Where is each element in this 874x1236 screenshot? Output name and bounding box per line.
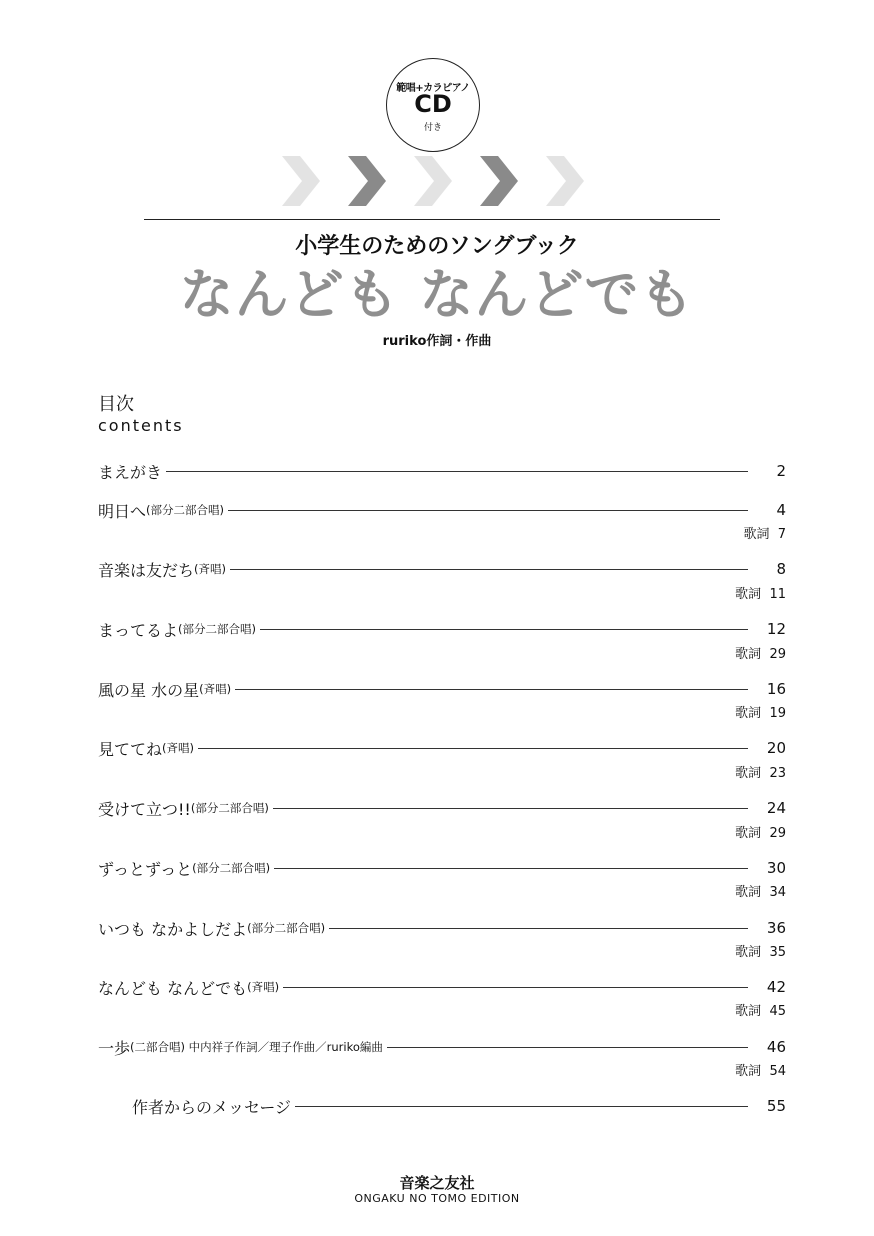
toc-entry-page: 36	[766, 919, 786, 937]
toc-entry-preface[interactable]	[98, 459, 786, 483]
toc-entry-title: いつも なかよしだよ	[98, 919, 248, 939]
toc-entry-itsumo-nakayoshi[interactable]	[98, 916, 786, 940]
toc-entry-title: まえがき	[98, 462, 163, 482]
publisher-name: 音楽之友社	[399, 1174, 475, 1192]
chevron-right-icon	[546, 156, 584, 206]
toc-entry-title: ずっとずっと	[98, 859, 193, 879]
leader-line	[283, 987, 748, 988]
lyric-label: 歌詞	[735, 587, 762, 602]
toc-entry-note: (斉唱)	[194, 562, 226, 576]
toc-entry-note: (斉唱)	[199, 682, 232, 696]
toc-entry-ippo[interactable]	[98, 1035, 786, 1059]
lyric-page: 34	[769, 885, 786, 900]
toc-entry-kaze-no-hoshi[interactable]	[98, 677, 786, 701]
toc-entry-zutto-zutto[interactable]	[98, 856, 786, 880]
toc-heading: 目次	[98, 394, 134, 415]
toc-entry-note: (部分二部合唱)	[178, 622, 256, 636]
toc-entry-title: まってるよ	[98, 620, 179, 640]
toc-entry-title: なんども なんどでも	[98, 978, 248, 998]
toc-entry-title: 風の星 水の星	[98, 680, 200, 700]
toc-entry-title: 受けて立つ!!	[98, 799, 191, 819]
lyric-page: 11	[769, 587, 786, 602]
cd-badge	[386, 58, 480, 152]
lyric-label: 歌詞	[743, 527, 770, 542]
lyric-ref	[735, 881, 786, 900]
lyric-label: 歌詞	[735, 647, 762, 662]
lyric-label: 歌詞	[735, 766, 762, 781]
book-subtitle: 小学生のためのソングブック	[295, 234, 579, 259]
lyric-page: 54	[769, 1064, 786, 1079]
toc-entry-note: (部分二部合唱)	[146, 503, 224, 517]
toc-entry-ukete-tatsu[interactable]	[98, 796, 786, 820]
toc-entry-page: 24	[766, 799, 786, 817]
leader-line	[387, 1047, 748, 1048]
lyric-label: 歌詞	[735, 885, 762, 900]
toc-entry-mitete-ne[interactable]	[98, 736, 786, 760]
toc-entry-page: 2	[776, 462, 786, 480]
lyric-ref	[735, 643, 786, 662]
lyric-page: 45	[769, 1004, 786, 1019]
chevron-row-graphic	[270, 152, 600, 210]
leader-line	[274, 868, 748, 869]
lyric-page: 29	[769, 826, 786, 841]
title-rule	[144, 219, 720, 220]
lyric-label: 歌詞	[735, 826, 762, 841]
lyric-ref	[735, 702, 786, 721]
toc-entry-ashita-e[interactable]	[98, 498, 786, 522]
lyric-ref	[743, 523, 786, 542]
toc-entry-author-message[interactable]	[132, 1094, 786, 1118]
lyric-ref	[735, 822, 786, 841]
leader-line	[228, 510, 748, 511]
leader-line	[273, 808, 748, 809]
toc-entry-note: (二部合唱) 中内祥子作詞／理子作曲／ruriko編曲	[130, 1040, 383, 1054]
lyric-ref	[735, 583, 786, 602]
toc-entry-note: (部分二部合唱)	[247, 921, 326, 935]
chevron-right-icon	[348, 156, 386, 206]
publisher-name-en: ONGAKU NO TOMO EDITION	[354, 1192, 520, 1205]
chevron-right-icon	[414, 156, 452, 206]
toc-entry-page: 12	[766, 620, 786, 638]
lyric-ref	[735, 941, 786, 960]
leader-line	[166, 471, 748, 472]
leader-line	[260, 629, 748, 630]
toc-entry-page: 16	[766, 680, 786, 698]
toc-entry-title: 明日へ	[98, 501, 147, 521]
book-title: なんども なんどでも	[179, 263, 695, 326]
toc-heading-en: contents	[98, 416, 184, 435]
toc-entry-ongaku-wa-tomodachi[interactable]	[98, 557, 786, 581]
toc-entry-note: (部分二部合唱)	[192, 861, 271, 875]
lyric-ref	[735, 1060, 786, 1079]
chevron-right-icon	[480, 156, 518, 206]
book-author: ruriko作詞・作曲	[382, 334, 492, 349]
lyric-label: 歌詞	[735, 706, 762, 721]
toc-entry-page: 20	[766, 739, 786, 757]
lyric-page: 35	[769, 945, 786, 960]
toc-entry-page: 8	[776, 560, 786, 578]
lyric-label: 歌詞	[735, 945, 762, 960]
toc-entry-page: 30	[766, 859, 786, 877]
lyric-label: 歌詞	[735, 1064, 762, 1079]
cd-badge-sub: 付き	[423, 123, 442, 133]
leader-line	[235, 689, 748, 690]
lyric-ref	[735, 762, 786, 781]
lyric-page: 29	[769, 647, 786, 662]
toc-entry-page: 42	[766, 978, 786, 996]
toc-entry-page: 55	[766, 1097, 786, 1115]
toc-entry-note: (斉唱)	[247, 980, 280, 994]
lyric-page: 19	[769, 706, 786, 721]
toc-entry-note: (斉唱)	[162, 741, 194, 755]
leader-line	[295, 1106, 748, 1107]
lyric-label: 歌詞	[735, 1004, 762, 1019]
toc-entry-title: 音楽は友だち	[98, 560, 195, 580]
leader-line	[198, 748, 748, 749]
lyric-ref	[735, 1000, 786, 1019]
leader-line	[329, 928, 748, 929]
cd-badge-top: 範唱+カラピアノ	[396, 83, 470, 94]
lyric-page: 7	[777, 527, 786, 542]
cd-badge-main: CD	[414, 90, 452, 118]
toc-entry-title: 一歩	[98, 1038, 131, 1058]
toc-entry-note: (部分二部合唱)	[190, 801, 269, 815]
leader-line	[230, 569, 748, 570]
toc-entry-title: 作者からのメッセージ	[132, 1097, 292, 1117]
chevron-right-icon	[282, 156, 320, 206]
toc-entry-nandomo-nandodemo[interactable]	[98, 975, 786, 999]
toc-entry-title: 見ててね	[98, 739, 163, 759]
lyric-page: 23	[769, 766, 786, 781]
toc-entry-matteru-yo[interactable]	[98, 617, 786, 641]
toc-entry-page: 4	[776, 501, 786, 519]
toc-entry-page: 46	[766, 1038, 786, 1056]
